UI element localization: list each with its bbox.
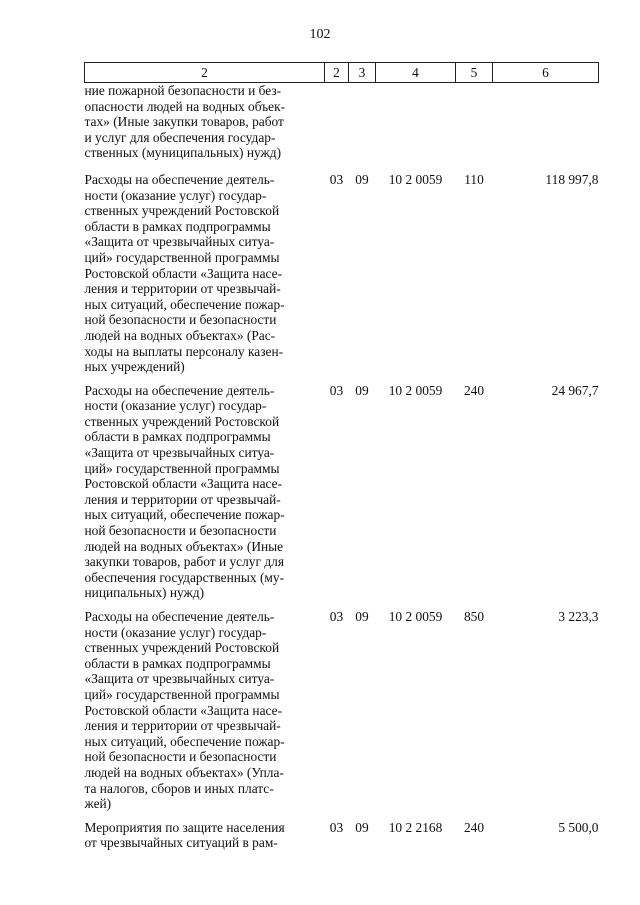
row-section: 03 [329,819,344,835]
row-expense-type: 110 [464,171,484,187]
description-line: «Защита от чрезвычайных ситуа- [84,671,275,687]
row-expense-type: 240 [463,382,485,398]
description-line: ной безопасности и безопасности [84,312,277,328]
description-line: та налогов, сборов и иных платс- [84,780,274,796]
budget-table [84,62,599,859]
table-header [85,63,599,83]
table-row [85,609,599,820]
description-line: закупки товаров, работ и услуг для [84,554,284,570]
row-amount: 24 967,7 [551,382,599,398]
description-line: жей) [84,796,112,812]
table-body [85,83,599,859]
row-expense-type: 240 [463,819,485,835]
description-line: Ростовской области «Защита насе- [84,476,283,492]
header-row [85,63,599,83]
header-col-target-code: 4 [376,63,456,83]
description-line: ходы на выплаты персоналу казен- [84,343,284,359]
description-line: ных ситуаций, обеспечение пожар- [84,507,285,523]
row-subsection [349,83,376,172]
row-target-code: 10 2 0059 [388,382,443,398]
description-line: ности (оказание услуг) государ- [84,398,267,414]
row-target-code [376,83,456,172]
description-line: области в рамках подпрограммы [84,218,271,234]
row-target-code: 10 2 0059 [388,171,443,187]
row-subsection: 09 [355,171,369,187]
description-line: ственных учреждений Ростовской [84,413,280,429]
description-line: опасности людей на водных объек- [84,98,286,114]
description-line: ций» государственной программы [84,686,280,702]
row-description [85,609,325,820]
description-line: ности (оказание услуг) государ- [84,624,267,640]
description-line: и услуг для обеспечения государ- [84,129,276,145]
row-description [85,83,325,172]
description-line: ние пожарной безопасности и без- [84,83,282,98]
header-col-amount: 6 [493,63,599,83]
description-line: людей на водных объектах» (Рас- [84,327,276,343]
header-col-section: 2 [325,63,349,83]
table-row [85,83,599,172]
row-expense-type: 850 [463,609,485,624]
row-subsection: 09 [355,819,369,835]
description-line: ственных учреждений Ростовской [84,203,280,219]
description-line: людей на водных объектах» (Упла- [84,764,284,780]
row-amount: 118 997,8 [545,171,599,187]
description-line: ления и территории от чрезвычай- [84,281,281,297]
table-row [85,820,599,859]
description-line: ности (оказание услуг) государ- [84,187,267,203]
description-line: обеспечения государственных (му- [84,569,285,585]
description-line: ниципальных) нужд) [84,585,205,601]
description-line: ных учреждений) [84,359,185,375]
row-expense-type [456,83,493,172]
description-line: ций» государственной программы [84,249,280,265]
description-line: области в рамках подпрограммы [84,429,271,445]
header-col-expense-type: 5 [456,63,493,83]
description-line: Мероприятия по защите населения [84,819,285,835]
description-line: Ростовской области «Защита насе- [84,702,283,718]
description-line: Расходы на обеспечение деятель- [84,171,275,187]
row-amount: 3 223,3 [558,609,599,624]
description-line: ственных учреждений Ростовской [84,640,280,656]
description-line: «Защита от чрезвычайных ситуа- [84,445,275,461]
row-amount: 5 500,0 [558,819,599,835]
description-line: «Защита от чрезвычайных ситуа- [84,234,275,250]
row-amount [493,83,599,172]
description-line: Расходы на обеспечение деятель- [84,609,275,624]
row-target-code: 10 2 2168 [388,819,443,835]
row-description [85,383,325,609]
description-line: ной безопасности и безопасности [84,749,277,765]
description-line: людей на водных объектах» (Иные [84,538,284,554]
header-col-subsection: 3 [349,63,376,83]
page-number: 102 [309,27,331,42]
description-line: Расходы на обеспечение деятель- [84,382,275,398]
description-line: ления и территории от чрезвычай- [84,491,281,507]
description-line: ной безопасности и безопасности [84,523,277,539]
description-line: Ростовской области «Защита насе- [84,265,283,281]
row-description [85,172,325,383]
description-line: ственных (муниципальных) нужд) [84,145,282,161]
row-description [85,820,325,859]
header-col-description: 2 [85,63,325,83]
row-target-code: 10 2 0059 [388,609,443,624]
description-line: ных ситуаций, обеспечение пожар- [84,733,285,749]
row-section: 03 [329,382,344,398]
description-line: области в рамках подпрограммы [84,655,271,671]
row-subsection: 09 [355,382,369,398]
row-section: 03 [329,609,344,624]
description-line: тах» (Иные закупки товаров, работ [84,114,284,130]
row-section [325,83,349,172]
row-subsection: 09 [355,609,369,624]
row-section: 03 [329,171,344,187]
description-line: ления и территории от чрезвычай- [84,718,281,734]
table-row [85,172,599,383]
description-line: от чрезвычайных ситуаций в рам- [84,835,278,851]
description-line: ных ситуаций, обеспечение пожар- [84,296,285,312]
description-line: ций» государственной программы [84,460,280,476]
table-row [85,383,599,609]
